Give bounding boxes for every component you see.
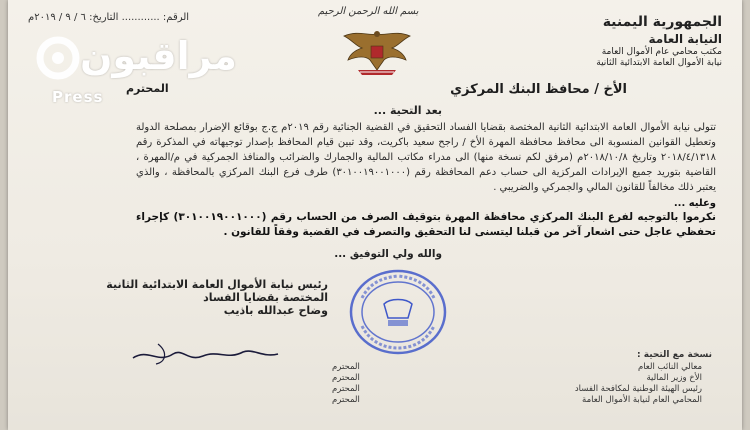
document-page [8, 0, 742, 430]
greeting: بعد التحية ... [373, 104, 442, 117]
cc-honorific: المحترم [332, 384, 360, 394]
letterhead-office: مكتب محامي عام الأموال العامة [601, 46, 722, 57]
cc-title: نسخة مع التحية : [637, 350, 712, 360]
cc-row [332, 362, 702, 373]
request-intro: وعليه ... [673, 198, 716, 209]
cc-honorific: المحترم [332, 395, 360, 405]
signature-block [88, 278, 328, 317]
official-stamp-icon [348, 268, 448, 356]
cc-recipient: المحامي العام لنيابة الأموال العامة [582, 395, 702, 405]
cc-recipient: معالي النائب العام [637, 362, 702, 372]
cc-list [332, 362, 702, 406]
cc-recipient: الأخ وزير المالية [646, 373, 702, 383]
reference-date: الرقم: ............ التاريخ: ٦ / ٩ / ٢٠١٩م [28, 12, 190, 23]
cc-row [332, 384, 702, 395]
letterhead-country: الجمهورية اليمنية [602, 14, 722, 30]
cc-honorific: المحترم [332, 373, 360, 383]
logo-sub: Press [52, 88, 104, 106]
cc-recipient: رئيس الهيئة الوطنية لمكافحة الفساد [574, 384, 702, 394]
yemen-emblem-icon [338, 26, 416, 78]
letterhead [522, 14, 722, 69]
addressee-honorific: المحترم [126, 82, 169, 95]
closing: والله ولي التوفيق ... [334, 248, 442, 260]
logo-word: مراقبون [80, 34, 237, 78]
cc-row [332, 395, 702, 406]
body-paragraph: تتولى نيابة الأموال العامة الابتدائية الثانية المختصة بقضايا الفساد التحقيق في القضية الجنائية رقم ٢٠١٩م ج.ج بوقائع الإضرار بمصلحة الدولة وتعطيل القوانين المنسوبة الى محافظ محافظة المهرة الأخ / راجح سعيد باكريت، وقد تبين قيام المحافظ بإصدار توجيهاته في المذكرة رقم ٢٠١٨/٤/١٣١٨ وتاريخ ٢٠١٨/١٠/٨م (مرفق لكم نسخة منها) الى مدراء مكاتب المالية والجمارك والضرائب والمنافذ الجمركية في م/المهرة ، القاضية بتوريد جميع الإيرادات المركزية الى حساب دعم المحافظة رقم (٣٠١٠٠١٩٠٠١٠٠٠) طرف فرع البنك المركزي بالمحافظة ، والذي يعتبر ذلك مخالفاً للقانون المالي والجمركي والضريبي . [136, 122, 717, 193]
signature-name: وضاح عبدالله باذيب [223, 304, 328, 317]
letterhead-authority: النيابة العامة [648, 31, 722, 46]
handwritten-signature-icon [128, 338, 288, 368]
addressee: الأخ / محافظ البنك المركزي [450, 82, 627, 97]
basmala: بسم الله الرحمن الرحيم [318, 6, 419, 17]
signature-unit: المختصة بقضايا الفساد [203, 291, 328, 304]
request-paragraph: نكرموا بالتوجيه لفرع البنك المركزي محافظة المهرة بتوقيف الصرف من الحساب رقم (٣٠١٠٠١٩٠٠١٠٠٠) كإجراء تحفظي عاجل حتى اشعار آخر من قبلنا ليتسنى لنا التحقيق والتصرف في القضية وفقاً للقانون . [136, 211, 716, 238]
cc-row [332, 373, 702, 384]
signature-title: رئيس نيابة الأموال العامة الابتدائية الثانية [106, 278, 328, 291]
cc-honorific: المحترم [332, 362, 360, 372]
letterhead-prosecution: نيابة الأموال العامة الابتدائية الثانية [596, 57, 722, 68]
